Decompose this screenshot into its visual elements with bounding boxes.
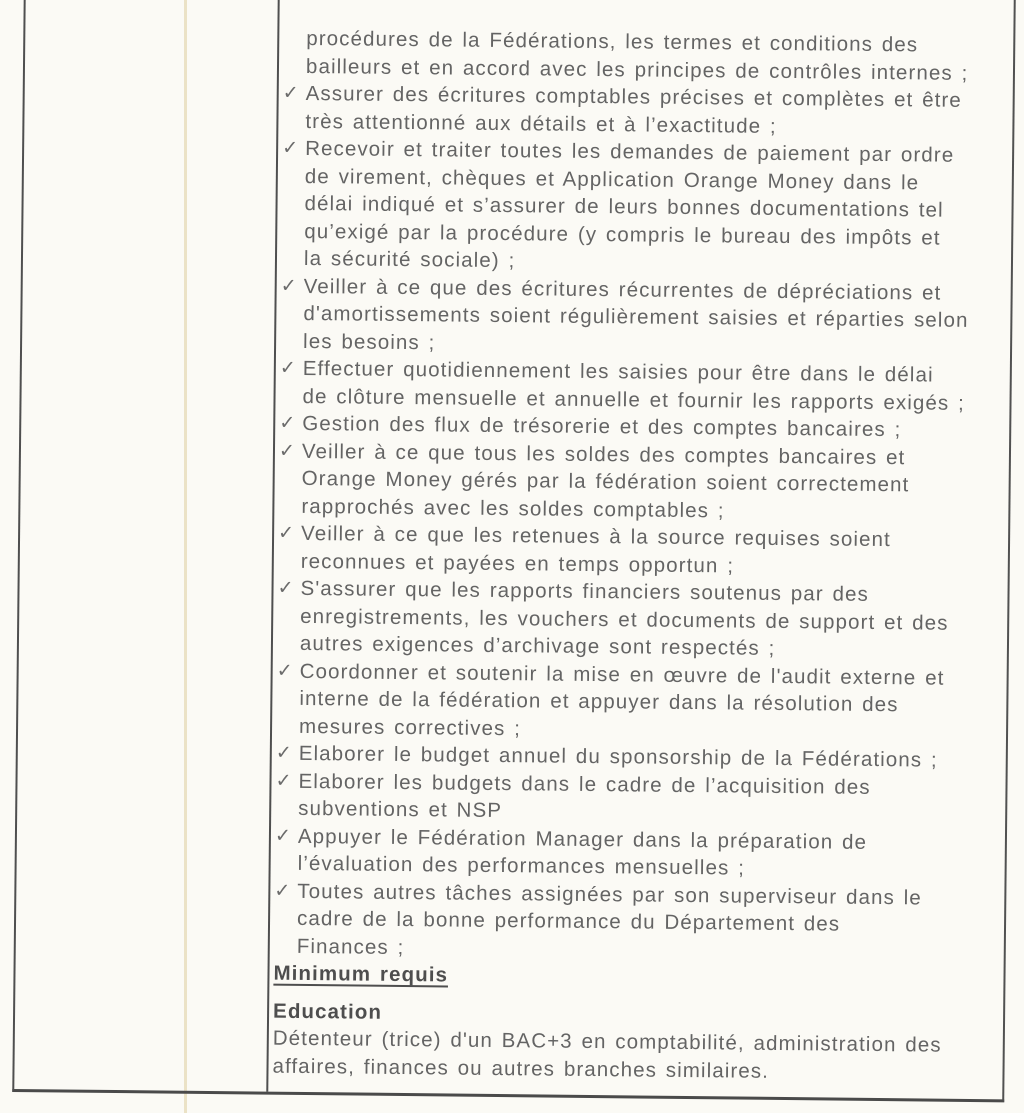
list-item-text: Veiller à ce que les retenues à la source requises soient reconnues et payées en temps opportun ; bbox=[300, 521, 892, 577]
checkmark-icon: ✓ bbox=[274, 825, 293, 847]
list-item bbox=[275, 822, 1018, 885]
list-item-text: Coordonner et soutenir la mise en œuvre de l'audit externe et interne de la fédération et appuyer dans la résolution des mesures correctives ; bbox=[298, 659, 945, 740]
checkmark-icon: ✓ bbox=[279, 357, 297, 379]
checkmark-icon: ✓ bbox=[275, 770, 293, 792]
duties-list bbox=[274, 80, 1024, 968]
list-item bbox=[275, 767, 1018, 830]
list-item-text: Appuyer le Fédération Manager dans la préparation de l’évaluation des performances mensuelles ; bbox=[297, 824, 868, 880]
list-item-text: Assurer des écritures comptables précises et complètes et être très attentionné aux détails et à l’exactitude ; bbox=[305, 81, 962, 138]
checkmark-icon: ✓ bbox=[282, 137, 300, 159]
list-item bbox=[279, 355, 1022, 418]
table bbox=[12, 0, 1016, 1102]
checkmark-icon: ✓ bbox=[277, 577, 295, 599]
checkmark-icon: ✓ bbox=[276, 660, 294, 682]
education-text: Détenteur (trice) d'un BAC+3 en comptabilité, administration des affaires, finances ou autres branches similaires. bbox=[272, 1026, 942, 1083]
list-item bbox=[274, 877, 1017, 967]
checkmark-icon: ✓ bbox=[274, 880, 292, 902]
list-item-text: Recevoir et traiter toutes les demandes de paiement par ordre de virement, chèques et Application Orange Money dans le délai indiqué et s’assurer de leurs bonnes documentations tel qu’exigé par la procédure (y compris le bureau des impôts et la sécurité sociale) ; bbox=[303, 136, 955, 273]
list-item-text: Gestion des flux de trésorerie et des comptes bancaires ; bbox=[302, 411, 902, 442]
checkmark-icon: ✓ bbox=[279, 412, 297, 434]
list-item-text: S'assurer que les rapports financiers soutenus par des enregistrements, les vouchers et documents de support et des autres exigences d’archivage sont respectés ; bbox=[299, 576, 949, 660]
list-item-text: Toutes autres tâches assignées par son superviseur dans le cadre de la bonne performance du Département des Finances ; bbox=[296, 879, 922, 959]
list-item-text: Veiller à ce que tous les soldes des comptes bancaires et Orange Money gérés par la fédération soient correctement rapprochés avec les soldes comptables ; bbox=[301, 439, 910, 522]
list-item bbox=[278, 437, 1021, 527]
checkmark-icon: ✓ bbox=[278, 522, 296, 544]
checkmark-icon: ✓ bbox=[280, 275, 298, 297]
list-item-text: Veiller à ce que des écritures récurrentes de dépréciations et d'amortissements soient régulièrement saisies et réparties selon les besoins ; bbox=[303, 274, 969, 354]
minimum-requirements-heading: Minimum requis bbox=[273, 961, 449, 987]
list-item bbox=[277, 575, 1020, 665]
checkmark-icon: ✓ bbox=[275, 742, 293, 764]
list-item bbox=[278, 520, 1021, 583]
list-item-text: Elaborer le budget annuel du sponsorship de la Fédérations ; bbox=[298, 741, 938, 772]
checkmark-icon: ✓ bbox=[282, 82, 300, 104]
list-item-text: Elaborer les budgets dans le cadre de l’acquisition des subventions et NSP bbox=[298, 769, 871, 823]
list-item bbox=[276, 657, 1019, 747]
list-item-text: Effectuer quotidiennement les saisies pour être dans le délai de clôture mensuelle et annuelle et fournir les rapports exigés ; bbox=[302, 356, 966, 415]
intro-continuation-text: procédures de la Fédérations, les termes et conditions des bailleurs et en accord avec les principes de contrôles internes ; bbox=[305, 26, 969, 85]
checkmark-icon: ✓ bbox=[278, 440, 297, 462]
table-left-column bbox=[14, 0, 278, 1092]
list-item bbox=[280, 272, 1023, 362]
list-item bbox=[282, 80, 1024, 143]
education-heading: Education bbox=[272, 999, 383, 1024]
list-item bbox=[281, 135, 1024, 280]
table-right-column bbox=[272, 25, 1024, 1088]
